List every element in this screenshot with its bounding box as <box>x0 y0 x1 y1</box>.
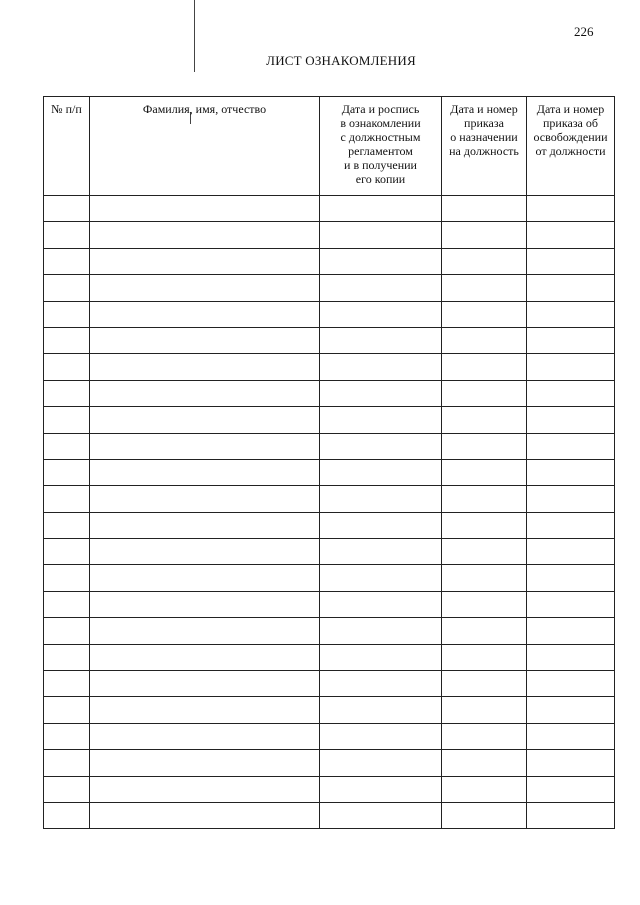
table-cell <box>442 301 527 327</box>
table-row <box>44 486 615 512</box>
table-cell <box>527 486 615 512</box>
acknowledgement-table <box>43 96 615 829</box>
table-cell <box>90 222 320 248</box>
table-cell <box>320 248 442 274</box>
table-cell <box>320 327 442 353</box>
header-text-line: в ознакомлении <box>340 116 421 130</box>
table-cell <box>527 723 615 749</box>
page-title: ЛИСТ ОЗНАКОМЛЕНИЯ <box>266 53 416 68</box>
table-cell <box>527 565 615 591</box>
table-cell <box>90 275 320 301</box>
table-row <box>44 327 615 353</box>
table-cell <box>442 486 527 512</box>
table-row <box>44 776 615 802</box>
header-number <box>44 97 90 196</box>
table-row <box>44 723 615 749</box>
table-cell <box>90 459 320 485</box>
table-cell <box>442 750 527 776</box>
table-cell <box>320 380 442 406</box>
table-cell <box>527 196 615 222</box>
table-cell <box>320 512 442 538</box>
table-cell <box>90 380 320 406</box>
table-cell <box>44 539 90 565</box>
table-cell <box>442 776 527 802</box>
table-cell <box>442 380 527 406</box>
table-cell <box>90 697 320 723</box>
table-row <box>44 222 615 248</box>
table-cell <box>442 697 527 723</box>
table-row <box>44 671 615 697</box>
table-row <box>44 802 615 828</box>
table-cell <box>527 591 615 617</box>
table-cell <box>527 354 615 380</box>
table-cell <box>320 407 442 433</box>
table-cell <box>320 723 442 749</box>
header-text-line: с должностным <box>340 130 421 144</box>
header-text-line: и в получении <box>344 158 417 172</box>
table-cell <box>90 750 320 776</box>
table-cell <box>527 407 615 433</box>
table-cell <box>90 433 320 459</box>
table-cell <box>90 354 320 380</box>
header-appointment-order <box>442 97 527 196</box>
header-text-line: приказа об <box>543 116 598 130</box>
table-cell <box>90 618 320 644</box>
table-cell <box>320 539 442 565</box>
table-cell <box>320 196 442 222</box>
table-cell <box>320 354 442 380</box>
table-cell <box>320 644 442 670</box>
table-cell <box>44 301 90 327</box>
table-cell <box>320 591 442 617</box>
table-cell <box>44 380 90 406</box>
page-number: 226 <box>574 24 594 39</box>
table-cell <box>90 776 320 802</box>
header-text-line: на должность <box>449 144 519 158</box>
table-row <box>44 196 615 222</box>
table-cell <box>44 671 90 697</box>
header-text-line: Фамилия, имя, отчество <box>142 102 267 116</box>
table-cell <box>320 301 442 327</box>
table-cell <box>320 433 442 459</box>
table-cell <box>320 565 442 591</box>
header-signature-date <box>320 97 442 196</box>
table-cell <box>527 433 615 459</box>
table-cell <box>44 433 90 459</box>
table-cell <box>320 275 442 301</box>
table-cell <box>527 776 615 802</box>
header-text-line: Дата и номер <box>536 102 605 116</box>
table-cell <box>442 618 527 644</box>
header-text-line: его копии <box>355 172 406 186</box>
header-text-line: Дата и роспись <box>341 102 420 116</box>
table-cell <box>90 539 320 565</box>
table-cell <box>442 512 527 538</box>
table-cell <box>44 644 90 670</box>
table-cell <box>442 327 527 353</box>
table-cell <box>320 802 442 828</box>
table-cell <box>44 802 90 828</box>
table-header-row <box>44 97 615 196</box>
table-cell <box>527 327 615 353</box>
table-cell <box>44 486 90 512</box>
table-cell <box>44 354 90 380</box>
table-cell <box>44 407 90 433</box>
table-row <box>44 248 615 274</box>
table-cell <box>90 486 320 512</box>
header-text-line: о назначении <box>450 130 518 144</box>
table-cell <box>442 222 527 248</box>
header-text-line: № п/п <box>51 102 82 116</box>
table-cell <box>90 644 320 670</box>
table-cell <box>442 802 527 828</box>
header-full-name <box>90 97 320 196</box>
table-cell <box>90 301 320 327</box>
table-cell <box>527 750 615 776</box>
table-row <box>44 591 615 617</box>
table-cell <box>442 539 527 565</box>
table-cell <box>44 459 90 485</box>
table-cell <box>442 565 527 591</box>
table-cell <box>90 723 320 749</box>
acknowledgement-table-container <box>43 96 614 829</box>
table-cell <box>527 697 615 723</box>
header-text-line: освобождении <box>533 130 608 144</box>
table-cell <box>442 459 527 485</box>
table-cell <box>442 723 527 749</box>
table-cell <box>527 248 615 274</box>
table-cell <box>44 565 90 591</box>
table-row <box>44 750 615 776</box>
table-cell <box>44 275 90 301</box>
table-cell <box>90 565 320 591</box>
table-cell <box>44 222 90 248</box>
table-cell <box>44 723 90 749</box>
table-cell <box>44 196 90 222</box>
table-row <box>44 565 615 591</box>
table-cell <box>44 750 90 776</box>
table-row <box>44 433 615 459</box>
table-cell <box>527 380 615 406</box>
table-cell <box>44 327 90 353</box>
table-row <box>44 301 615 327</box>
table-cell <box>44 591 90 617</box>
table-cell <box>320 671 442 697</box>
table-row <box>44 618 615 644</box>
table-row <box>44 407 615 433</box>
table-cell <box>442 591 527 617</box>
table-cell <box>320 222 442 248</box>
table-cell <box>90 671 320 697</box>
table-cell <box>442 196 527 222</box>
header-text-line: регламентом <box>348 144 413 158</box>
table-cell <box>442 248 527 274</box>
table-cell <box>527 275 615 301</box>
table-row <box>44 459 615 485</box>
table-cell <box>90 407 320 433</box>
table-cell <box>90 512 320 538</box>
header-text-line: от должности <box>535 144 606 158</box>
table-cell <box>320 486 442 512</box>
table-cell <box>90 327 320 353</box>
table-cell <box>320 776 442 802</box>
table-cell <box>44 618 90 644</box>
table-header <box>44 97 615 196</box>
header-text-line: приказа <box>464 116 504 130</box>
table-cell <box>320 750 442 776</box>
table-row <box>44 644 615 670</box>
table-row <box>44 275 615 301</box>
table-cell <box>527 222 615 248</box>
table-cell <box>527 459 615 485</box>
table-cell <box>442 433 527 459</box>
table-cell <box>44 776 90 802</box>
table-cell <box>527 539 615 565</box>
table-row <box>44 512 615 538</box>
table-row <box>44 354 615 380</box>
table-cell <box>527 301 615 327</box>
table-cell <box>527 671 615 697</box>
table-row <box>44 539 615 565</box>
table-body <box>44 196 615 829</box>
table-cell <box>320 697 442 723</box>
header-text-line: Дата и номер <box>450 102 518 116</box>
table-cell <box>90 802 320 828</box>
table-cell <box>527 618 615 644</box>
table-row <box>44 380 615 406</box>
table-row <box>44 697 615 723</box>
table-cell <box>44 512 90 538</box>
table-cell <box>90 248 320 274</box>
table-cell <box>44 697 90 723</box>
table-cell <box>90 591 320 617</box>
header-dismissal-order <box>527 97 615 196</box>
table-cell <box>90 196 320 222</box>
table-cell <box>527 512 615 538</box>
table-cell <box>527 802 615 828</box>
table-cell <box>442 644 527 670</box>
table-cell <box>44 248 90 274</box>
table-cell <box>320 459 442 485</box>
table-cell <box>527 644 615 670</box>
table-cell <box>320 618 442 644</box>
table-cell <box>442 354 527 380</box>
table-cell <box>442 671 527 697</box>
table-cell <box>442 407 527 433</box>
table-cell <box>442 275 527 301</box>
